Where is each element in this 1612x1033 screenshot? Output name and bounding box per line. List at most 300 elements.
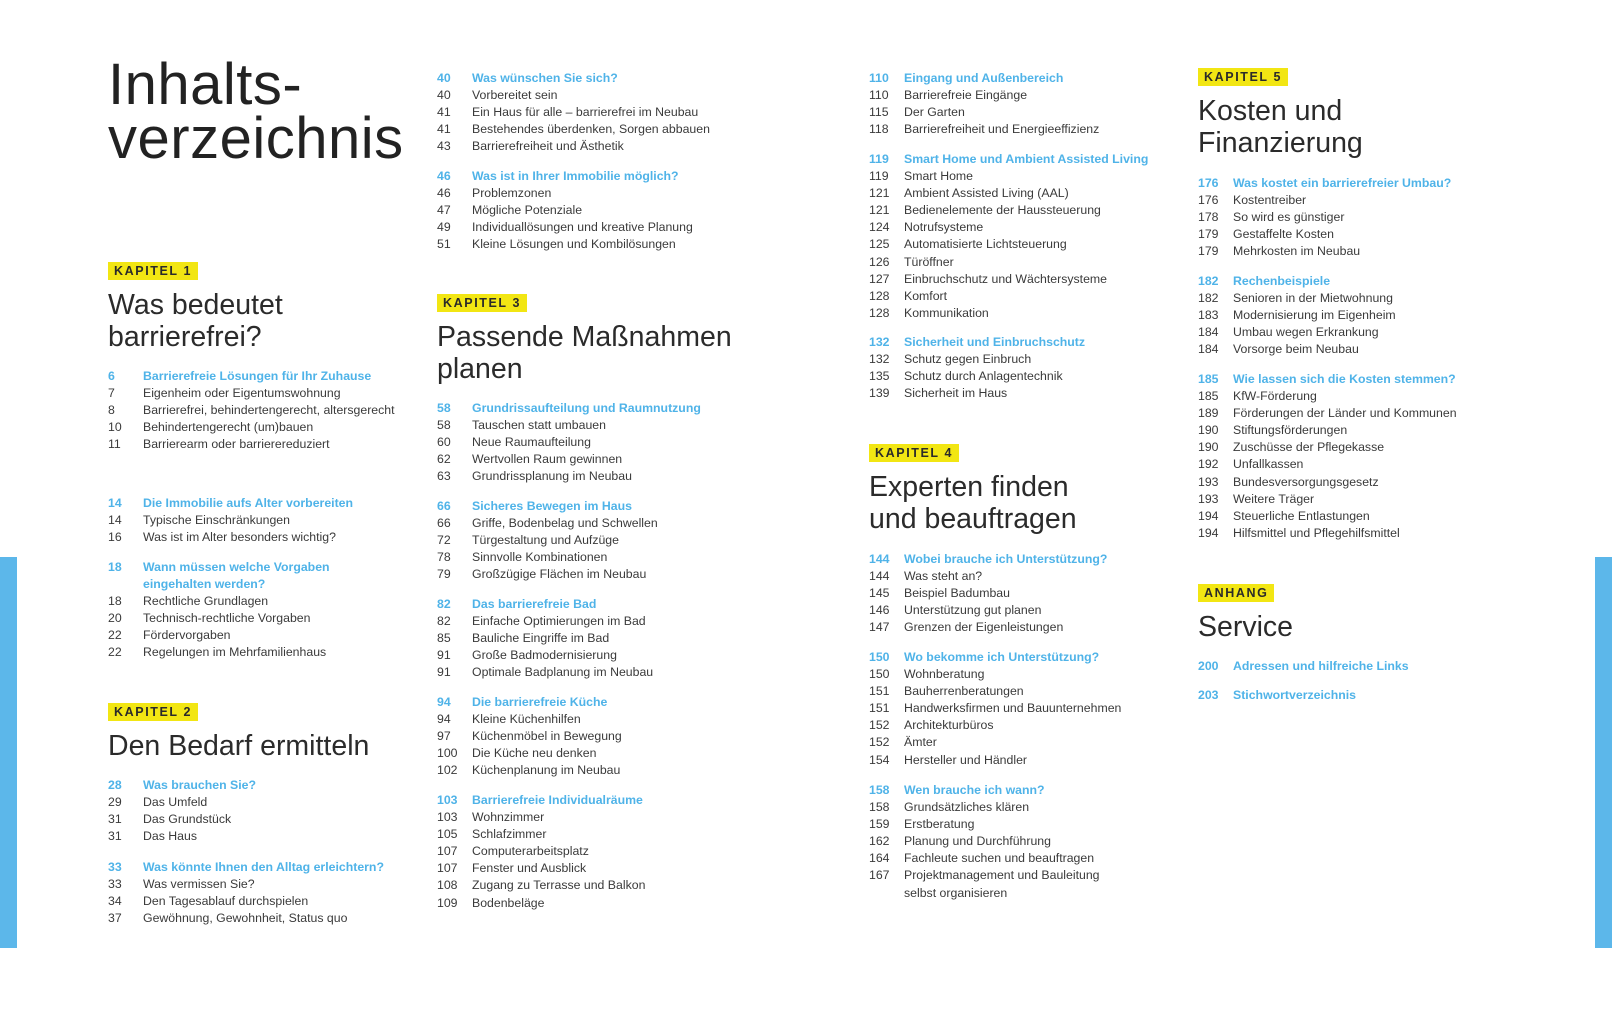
toc-section-heading bbox=[1198, 273, 1528, 290]
page-number: 10 bbox=[108, 420, 122, 435]
page-number: 115 bbox=[869, 105, 889, 120]
entry-title: Schutz gegen Einbruch bbox=[904, 352, 1032, 367]
toc-entry bbox=[1198, 290, 1528, 307]
page-number: 85 bbox=[437, 631, 451, 646]
page-number: 193 bbox=[1198, 474, 1219, 489]
page-number: 14 bbox=[108, 513, 122, 528]
entry-title: Barrierefreie Eingänge bbox=[904, 88, 1028, 103]
entry-title: selbst organisieren bbox=[904, 885, 1008, 900]
toc-entry bbox=[869, 254, 1199, 271]
page-number: 29 bbox=[108, 795, 122, 810]
toc-entry bbox=[437, 121, 767, 138]
page-number: 94 bbox=[437, 712, 451, 727]
toc-entry bbox=[437, 762, 767, 779]
page-number: 124 bbox=[869, 220, 890, 235]
toc-entry bbox=[108, 593, 438, 610]
toc-entry bbox=[1198, 456, 1528, 473]
entry-title: Was steht an? bbox=[904, 569, 983, 584]
chapter-heading bbox=[869, 444, 1199, 535]
page-number: 183 bbox=[1198, 308, 1219, 323]
page-number: 110 bbox=[869, 88, 889, 103]
entry-title: Barrierefreiheit und Energieeffizienz bbox=[904, 122, 1100, 137]
toc-entry bbox=[869, 271, 1199, 288]
toc-entry bbox=[437, 468, 767, 485]
toc-section-heading bbox=[869, 334, 1199, 351]
toc-section-heading bbox=[437, 498, 767, 515]
entry-title: Küchenmöbel in Bewegung bbox=[472, 729, 622, 744]
chapter-heading bbox=[1198, 68, 1528, 159]
chapter-title: Service bbox=[1198, 611, 1294, 643]
entry-title: Grundsätzliches klären bbox=[904, 800, 1030, 815]
entry-title: Mögliche Potenziale bbox=[472, 203, 583, 218]
page-number: 43 bbox=[437, 139, 451, 154]
entry-title: Smart Home bbox=[904, 169, 974, 184]
page-number: 66 bbox=[437, 516, 451, 531]
page-number: 176 bbox=[1198, 176, 1219, 190]
toc-entry bbox=[1198, 474, 1528, 491]
toc-entry bbox=[869, 619, 1199, 636]
entry-title: Das Grundstück bbox=[143, 812, 232, 827]
page-number: 185 bbox=[1198, 372, 1219, 386]
page-number: 7 bbox=[108, 386, 115, 401]
toc-entry bbox=[108, 419, 438, 436]
page-number bbox=[869, 885, 904, 902]
toc-entry bbox=[437, 647, 767, 664]
entry-title: Unterstützung gut planen bbox=[904, 603, 1042, 618]
toc-entry bbox=[869, 885, 1199, 902]
entry-title: Vorbereitet sein bbox=[472, 88, 558, 103]
toc-entry bbox=[869, 833, 1199, 850]
page-number: 58 bbox=[437, 418, 451, 433]
page-number: 159 bbox=[869, 817, 890, 832]
section-title: Wann müssen welche Vorgaben bbox=[143, 560, 330, 574]
chapter-title: Passende Maßnahmen planen bbox=[437, 321, 732, 385]
entry-title: Türgestaltung und Aufzüge bbox=[472, 533, 619, 548]
section-title: eingehalten werden? bbox=[143, 577, 266, 592]
page-number: 119 bbox=[869, 169, 889, 184]
toc-section bbox=[1198, 371, 1528, 542]
chapter-heading bbox=[108, 262, 438, 353]
entry-title: Einbruchschutz und Wächtersysteme bbox=[904, 271, 1107, 286]
page-number: 119 bbox=[869, 152, 889, 166]
section-title: Was kostet ein barrierefreier Umbau? bbox=[1233, 176, 1452, 190]
entry-title: So wird es günstiger bbox=[1233, 210, 1345, 225]
entry-title: Große Badmodernisierung bbox=[472, 648, 617, 663]
page-number: 72 bbox=[437, 533, 451, 548]
chapter-heading bbox=[108, 703, 438, 762]
page-number: 190 bbox=[1198, 423, 1219, 438]
toc-entry bbox=[108, 385, 438, 402]
toc-entry bbox=[437, 566, 767, 583]
page-title bbox=[108, 52, 404, 171]
page-number: 184 bbox=[1198, 325, 1219, 340]
toc-entry bbox=[437, 549, 767, 566]
toc-section bbox=[1198, 658, 1528, 675]
toc-section-heading bbox=[869, 151, 1199, 168]
entry-title: Handwerksfirmen und Bauunternehmen bbox=[904, 701, 1122, 716]
entry-title: Barrierefreiheit und Ästhetik bbox=[472, 139, 624, 154]
toc-section bbox=[869, 782, 1199, 902]
entry-title: Sicherheit im Haus bbox=[904, 386, 1008, 401]
toc-entry bbox=[108, 828, 438, 845]
toc-entry bbox=[1198, 324, 1528, 341]
toc-entry bbox=[437, 451, 767, 468]
entry-title: Bauherrenberatungen bbox=[904, 684, 1024, 699]
toc-entry bbox=[1198, 192, 1528, 209]
page-number: 182 bbox=[1198, 274, 1219, 288]
toc-entry bbox=[869, 305, 1199, 322]
entry-title: Schlafzimmer bbox=[472, 827, 547, 842]
toc-entry bbox=[869, 385, 1199, 402]
toc-entry bbox=[108, 811, 438, 828]
toc-entry bbox=[1198, 405, 1528, 422]
entry-title: Neue Raumaufteilung bbox=[472, 435, 591, 450]
page-number: 63 bbox=[437, 469, 451, 484]
page-number: 47 bbox=[437, 203, 451, 218]
toc-entry bbox=[437, 219, 767, 236]
page-number: 20 bbox=[108, 611, 122, 626]
section-title: Was ist in Ihrer Immobilie möglich? bbox=[472, 169, 679, 183]
page-number: 190 bbox=[1198, 440, 1219, 455]
chapter-label: KAPITEL 5 bbox=[1198, 68, 1288, 86]
entry-title: Modernisierung im Eigenheim bbox=[1233, 308, 1396, 323]
page-number: 40 bbox=[437, 88, 451, 103]
section-title: Barrierefreie Lösungen für Ihr Zuhause bbox=[143, 369, 372, 383]
page-number: 82 bbox=[437, 597, 451, 611]
toc-entry bbox=[108, 512, 438, 529]
entry-title: Erstberatung bbox=[904, 817, 975, 832]
entry-title: Küchenplanung im Neubau bbox=[472, 763, 621, 778]
toc-entry bbox=[869, 799, 1199, 816]
page-number: 121 bbox=[869, 203, 890, 218]
toc-entry bbox=[1198, 243, 1528, 260]
page-number: 193 bbox=[1198, 491, 1219, 506]
page-number: 164 bbox=[869, 851, 890, 866]
entry-title: Problemzonen bbox=[472, 186, 552, 201]
toc-entry bbox=[437, 434, 767, 451]
toc-entry bbox=[869, 87, 1199, 104]
toc-section-heading bbox=[108, 368, 438, 385]
chapter-heading bbox=[1198, 584, 1528, 643]
page-number: 46 bbox=[437, 186, 451, 201]
toc-entry bbox=[869, 568, 1199, 585]
toc-entry bbox=[437, 809, 767, 826]
toc-section bbox=[108, 777, 438, 845]
page-number: 146 bbox=[869, 603, 890, 618]
page-number: 158 bbox=[869, 800, 890, 815]
toc-section-heading bbox=[437, 596, 767, 613]
toc-section bbox=[437, 498, 767, 583]
page-number: 145 bbox=[869, 586, 890, 601]
page-number bbox=[108, 576, 143, 593]
entry-title: Typische Einschränkungen bbox=[143, 513, 290, 528]
section-title: Eingang und Außenbereich bbox=[904, 71, 1064, 85]
entry-title: Rechtliche Grundlagen bbox=[143, 594, 269, 609]
page-number: 135 bbox=[869, 369, 890, 384]
toc-entry bbox=[437, 532, 767, 549]
entry-title: Zuschüsse der Pflegekasse bbox=[1233, 440, 1385, 455]
entry-title: Behindertengerecht (um)bauen bbox=[143, 420, 314, 435]
page-number: 58 bbox=[437, 401, 451, 415]
toc-section bbox=[1198, 273, 1528, 358]
entry-title: Bedienelemente der Haussteuerung bbox=[904, 203, 1101, 218]
section-title: Wo bekomme ich Unterstützung? bbox=[904, 650, 1100, 664]
page-number: 194 bbox=[1198, 508, 1219, 523]
entry-title: Gestaffelte Kosten bbox=[1233, 227, 1334, 242]
toc-section-heading bbox=[108, 559, 438, 576]
toc-section bbox=[437, 596, 767, 681]
entry-title: KfW-Förderung bbox=[1233, 389, 1317, 404]
toc-entry bbox=[1198, 491, 1528, 508]
toc-entry bbox=[1198, 226, 1528, 243]
entry-title: Beispiel Badumbau bbox=[904, 586, 1010, 601]
toc-entry bbox=[437, 417, 767, 434]
toc-entry bbox=[108, 893, 438, 910]
chapter-label: KAPITEL 3 bbox=[437, 294, 527, 312]
page-number: 162 bbox=[869, 834, 890, 849]
entry-title: Planung und Durchführung bbox=[904, 834, 1051, 849]
toc-section-heading bbox=[1198, 175, 1528, 192]
page-number: 97 bbox=[437, 729, 451, 744]
page-number: 82 bbox=[437, 614, 451, 629]
entry-title: Stiftungsförderungen bbox=[1233, 423, 1348, 438]
entry-title: Fördervorgaben bbox=[143, 628, 231, 643]
section-title: Grundrissaufteilung und Raumnutzung bbox=[472, 401, 701, 415]
page-number: 109 bbox=[437, 895, 458, 910]
entry-title: Schutz durch Anlagentechnik bbox=[904, 369, 1063, 384]
toc-entry bbox=[437, 87, 767, 104]
toc-entry bbox=[437, 202, 767, 219]
chapter-label: ANHANG bbox=[1198, 584, 1274, 602]
page-number: 91 bbox=[437, 648, 451, 663]
entry-title: Weitere Träger bbox=[1233, 491, 1315, 506]
entry-title: Kostentreiber bbox=[1233, 193, 1307, 208]
page-number: 118 bbox=[869, 122, 889, 137]
chapter-label: KAPITEL 2 bbox=[108, 703, 198, 721]
page-number: 132 bbox=[869, 335, 890, 349]
toc-entry bbox=[1198, 307, 1528, 324]
entry-title: Individuallösungen und kreative Planung bbox=[472, 220, 693, 235]
entry-title: Bestehendes überdenken, Sorgen abbauen bbox=[472, 122, 710, 137]
toc-entry bbox=[437, 104, 767, 121]
toc-section bbox=[869, 151, 1199, 322]
entry-title: Architekturbüros bbox=[904, 718, 994, 733]
toc-entry bbox=[437, 860, 767, 877]
section-title: Stichwortverzeichnis bbox=[1233, 688, 1357, 702]
page-number: 184 bbox=[1198, 342, 1219, 357]
page-number: 144 bbox=[869, 552, 890, 566]
page-number: 94 bbox=[437, 695, 451, 709]
chapter-title: Kosten und Finanzierung bbox=[1198, 95, 1363, 159]
page-number: 105 bbox=[437, 827, 458, 842]
section-title: Was wünschen Sie sich? bbox=[472, 71, 618, 85]
page-number: 107 bbox=[437, 844, 458, 859]
toc-entry bbox=[869, 752, 1199, 769]
page-number: 121 bbox=[869, 186, 890, 201]
page-number: 126 bbox=[869, 254, 890, 269]
entry-title: Barrierefrei, behindertengerecht, altersgerecht bbox=[143, 403, 395, 418]
entry-title: Sinnvolle Kombinationen bbox=[472, 550, 608, 565]
toc-entry bbox=[1198, 209, 1528, 226]
entry-title: Mehrkosten im Neubau bbox=[1233, 244, 1361, 259]
page-number: 66 bbox=[437, 499, 451, 513]
entry-title: Was vermissen Sie? bbox=[143, 877, 255, 892]
toc-entry bbox=[108, 876, 438, 893]
toc-section bbox=[437, 792, 767, 912]
toc-entry bbox=[869, 219, 1199, 236]
toc-section-heading bbox=[1198, 687, 1528, 704]
toc-section-heading bbox=[108, 495, 438, 512]
chapter-title: Den Bedarf ermitteln bbox=[108, 730, 370, 762]
entry-title: Das Haus bbox=[143, 829, 197, 844]
toc-entry bbox=[437, 728, 767, 745]
entry-title: Griffe, Bodenbelag und Schwellen bbox=[472, 516, 658, 531]
entry-title: Projektmanagement und Bauleitung bbox=[904, 868, 1100, 883]
toc-entry bbox=[108, 627, 438, 644]
toc-entry bbox=[437, 711, 767, 728]
toc-section-heading bbox=[108, 777, 438, 794]
page-number: 150 bbox=[869, 650, 890, 664]
page-number: 144 bbox=[869, 569, 890, 584]
entry-title: Kommunikation bbox=[904, 305, 989, 320]
page-number: 200 bbox=[1198, 659, 1219, 673]
page-number: 107 bbox=[437, 861, 458, 876]
page-number: 40 bbox=[437, 71, 451, 85]
toc-section bbox=[437, 694, 767, 779]
page-number: 179 bbox=[1198, 244, 1219, 259]
toc-entry bbox=[437, 613, 767, 630]
page-number: 100 bbox=[437, 746, 458, 761]
page-number: 33 bbox=[108, 877, 122, 892]
toc-entry bbox=[869, 351, 1199, 368]
toc-section bbox=[108, 495, 438, 546]
page-number: 18 bbox=[108, 594, 122, 609]
toc-entry bbox=[108, 529, 438, 546]
page-number: 6 bbox=[108, 369, 115, 383]
page-title-line: verzeichnis bbox=[108, 106, 404, 171]
toc-entry bbox=[1198, 439, 1528, 456]
entry-title: Senioren in der Mietwohnung bbox=[1233, 291, 1393, 306]
page-number: 110 bbox=[869, 71, 889, 85]
section-title: Smart Home und Ambient Assisted Living bbox=[904, 152, 1149, 166]
page-number: 41 bbox=[437, 105, 451, 120]
page-number: 189 bbox=[1198, 406, 1219, 421]
toc-entry bbox=[1198, 341, 1528, 358]
toc-section bbox=[108, 859, 438, 927]
toc-entry bbox=[869, 368, 1199, 385]
entry-title: Zugang zu Terrasse und Balkon bbox=[472, 878, 646, 893]
entry-title: Türöffner bbox=[904, 254, 954, 269]
toc-section-heading bbox=[437, 694, 767, 711]
toc-entry bbox=[437, 877, 767, 894]
page-number: 18 bbox=[108, 560, 122, 574]
page-number: 91 bbox=[437, 665, 451, 680]
chapter-label: KAPITEL 1 bbox=[108, 262, 198, 280]
toc-section bbox=[437, 70, 767, 155]
page-number: 192 bbox=[1198, 457, 1219, 472]
page-number: 60 bbox=[437, 435, 451, 450]
page-number: 152 bbox=[869, 735, 890, 750]
entry-title: Großzügige Flächen im Neubau bbox=[472, 567, 647, 582]
toc-entry bbox=[108, 610, 438, 627]
toc-entry bbox=[869, 104, 1199, 121]
section-title: Das barrierefreie Bad bbox=[472, 597, 597, 611]
toc-entry bbox=[869, 700, 1199, 717]
entry-title: Regelungen im Mehrfamilienhaus bbox=[143, 645, 327, 660]
toc-section bbox=[437, 168, 767, 253]
toc-entry bbox=[1198, 525, 1528, 542]
entry-title: Hilfsmittel und Pflegehilfsmittel bbox=[1233, 525, 1400, 540]
section-title: Sicheres Bewegen im Haus bbox=[472, 499, 632, 513]
entry-title: Der Garten bbox=[904, 105, 965, 120]
page-number: 127 bbox=[869, 271, 890, 286]
toc-section bbox=[869, 334, 1199, 402]
toc-entry bbox=[869, 168, 1199, 185]
entry-title: Eigenheim oder Eigentumswohnung bbox=[143, 386, 341, 401]
toc-entry bbox=[108, 402, 438, 419]
page-number: 158 bbox=[869, 783, 890, 797]
toc-section-heading bbox=[437, 168, 767, 185]
toc-entry bbox=[437, 630, 767, 647]
section-title: Die Immobilie aufs Alter vorbereiten bbox=[143, 496, 354, 510]
toc-section bbox=[108, 368, 438, 453]
page-number: 139 bbox=[869, 386, 890, 401]
toc-section-heading bbox=[869, 551, 1199, 568]
page-edge-marker-left bbox=[0, 557, 17, 948]
page-number: 8 bbox=[108, 403, 115, 418]
toc-entry bbox=[437, 236, 767, 253]
toc-entry bbox=[869, 121, 1199, 138]
toc-section bbox=[437, 400, 767, 485]
page-number: 46 bbox=[437, 169, 451, 183]
toc-entry bbox=[869, 202, 1199, 219]
page-number: 150 bbox=[869, 667, 890, 682]
page-number: 128 bbox=[869, 305, 890, 320]
toc-entry bbox=[437, 843, 767, 860]
entry-title: Bodenbeläge bbox=[472, 895, 545, 910]
entry-title: Barrierearm oder barrierereduziert bbox=[143, 437, 330, 452]
toc-entry bbox=[869, 236, 1199, 253]
chapter-label: KAPITEL 4 bbox=[869, 444, 959, 462]
page-number: 203 bbox=[1198, 688, 1219, 702]
toc-section-heading bbox=[1198, 371, 1528, 388]
page-number: 182 bbox=[1198, 291, 1219, 306]
entry-title: Das Umfeld bbox=[143, 795, 208, 810]
toc-entry bbox=[437, 745, 767, 762]
toc-entry bbox=[437, 515, 767, 532]
entry-title: Bundesversorgungsgesetz bbox=[1233, 474, 1379, 489]
entry-title: Fenster und Ausblick bbox=[472, 861, 587, 876]
chapter-heading bbox=[437, 294, 767, 385]
page-number: 176 bbox=[1198, 193, 1219, 208]
toc-section bbox=[1198, 687, 1528, 704]
toc-entry bbox=[869, 683, 1199, 700]
page-number: 51 bbox=[437, 237, 451, 252]
section-title: Was könnte Ihnen den Alltag erleichtern? bbox=[143, 860, 384, 874]
page-number: 78 bbox=[437, 550, 451, 565]
section-title: Was brauchen Sie? bbox=[143, 778, 256, 792]
page-number: 108 bbox=[437, 878, 458, 893]
entry-title: Bauliche Eingriffe im Bad bbox=[472, 631, 610, 646]
entry-title: Die Küche neu denken bbox=[472, 746, 597, 761]
toc-section-heading bbox=[869, 70, 1199, 87]
page-number: 62 bbox=[437, 452, 451, 467]
page-number: 103 bbox=[437, 810, 458, 825]
section-title: Wen brauche ich wann? bbox=[904, 783, 1045, 797]
toc-section-heading bbox=[437, 70, 767, 87]
page-number: 132 bbox=[869, 352, 890, 367]
page-number: 151 bbox=[869, 684, 890, 699]
